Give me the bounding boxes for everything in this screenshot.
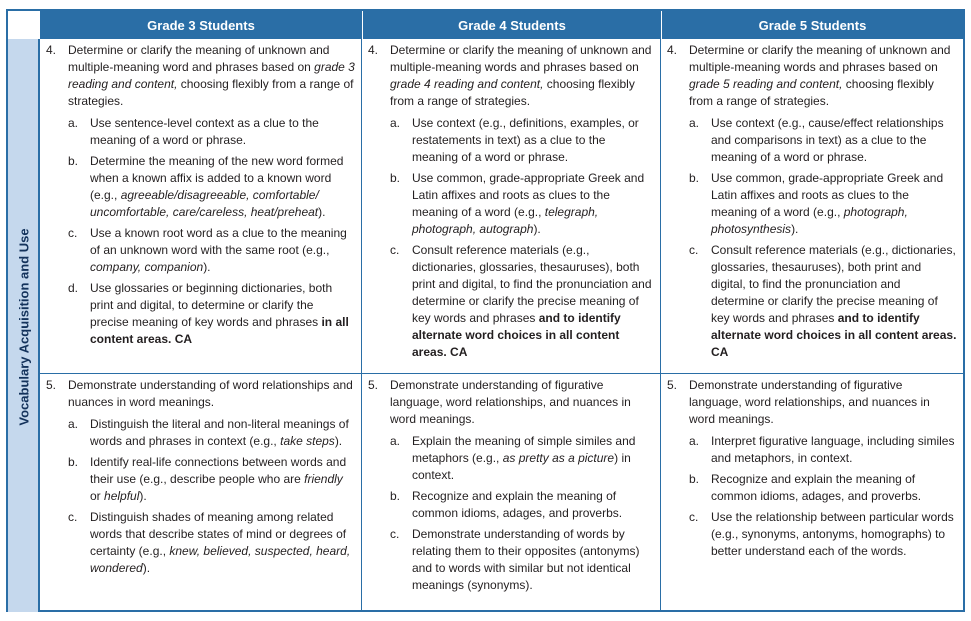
text-run: Demonstrate understanding of figurative language, word relationships, and nuances in word meanings.	[390, 378, 631, 426]
sub-item-text	[711, 170, 957, 238]
sub-item	[390, 433, 654, 484]
sub-item	[390, 526, 654, 594]
sub-item-text	[90, 454, 355, 505]
text-run: agreeable/disagreeable, comfortable/ uncomfortable, care/careless, heat/preheat	[90, 188, 319, 219]
header-grade-5: Grade 5 Students	[661, 11, 963, 39]
text-run: Consult reference materials (e.g., dictionaries, glossaries, thesauruses), both print and digital, to find the pronunciation and determine or clarify the precise meaning of key words and phrases	[412, 243, 652, 325]
standards-table	[6, 9, 965, 612]
sub-item	[68, 153, 355, 221]
sub-item-text	[412, 242, 654, 361]
standard-item	[46, 42, 355, 110]
text-run: ).	[142, 561, 151, 575]
text-run: Use the relationship between particular words (e.g., synonyms, antonyms, homographs) to better understand each of the words.	[711, 510, 954, 558]
text-run: friendly	[304, 472, 343, 486]
sub-item-letter: a.	[689, 116, 700, 130]
sub-item-letter: d.	[68, 281, 79, 295]
sub-item-letter: a.	[390, 116, 401, 130]
text-run: Consult reference materials (e.g., dictionaries, glossaries, thesauruses), both print and digital, to find the pronunciation and determine or clarify the precise meaning of key words and phrases	[711, 243, 956, 325]
sub-item-letter: a.	[68, 116, 79, 130]
sub-item	[68, 509, 355, 577]
standard-number: 4.	[46, 43, 57, 57]
text-run: Recognize and explain the meaning of common idioms, adages, and proverbs.	[711, 472, 922, 503]
standard-number: 4.	[368, 43, 379, 57]
sub-item-text	[711, 242, 957, 361]
cell-grade3-standard5	[40, 374, 361, 612]
cell-grade4-standard5	[362, 374, 660, 612]
cell-grade5-standard4	[661, 39, 963, 373]
text-run: Determine or clarify the meaning of unknown and multiple-meaning word and phrases based on	[68, 43, 330, 74]
text-run: Use glossaries or beginning dictionaries, both print and digital, to determine or clarify the precise meaning of key words and phrases	[90, 281, 333, 329]
sub-item-letter: b.	[68, 455, 79, 469]
sub-item-text	[412, 433, 654, 484]
text-run: Demonstrate understanding of words by relating them to their opposites (antonyms) and to words with similar but not identical meanings (synonyms).	[412, 527, 640, 592]
text-run: Identify real-life connections between words and their use (e.g., describe people who are	[90, 455, 347, 486]
sub-item-text	[90, 153, 355, 221]
sub-item-text	[412, 488, 654, 522]
standard-item	[667, 42, 957, 110]
text-run: grade 3 reading and content,	[68, 60, 355, 91]
text-run: ).	[139, 489, 147, 503]
standard-text	[68, 42, 355, 110]
text-run: ) in context.	[412, 451, 631, 482]
sub-item-letter: b.	[390, 489, 401, 503]
text-run: telegraph, photograph, autograph	[412, 205, 599, 236]
standard-item	[667, 377, 957, 428]
sub-item	[689, 433, 957, 467]
standard-text	[68, 377, 355, 411]
text-run: grade 4 reading and content,	[390, 77, 544, 91]
text-run: Explain the meaning of simple similes and metaphors (e.g.,	[412, 434, 636, 465]
text-run: Use common, grade-appropriate Greek and Latin affixes and roots as clues to the meaning of a word (e.g.,	[412, 171, 645, 219]
sub-item-text	[711, 115, 957, 166]
text-run: choosing flexibly from a range of strategies.	[390, 77, 635, 108]
sub-item-text	[90, 509, 355, 577]
sub-item	[689, 242, 957, 361]
sub-item-text	[711, 509, 957, 560]
sub-item-letter: a.	[390, 434, 401, 448]
text-run: ).	[533, 222, 541, 236]
text-run: or	[90, 489, 105, 503]
text-run: ).	[318, 205, 326, 219]
sub-item	[689, 509, 957, 560]
text-run: Use context (e.g., definitions, examples, or restatements in text) as a clue to the meaning of a word or phrase.	[412, 116, 639, 164]
text-run: take steps	[280, 434, 335, 448]
standard-text	[689, 42, 957, 110]
standard-number: 5.	[368, 378, 379, 392]
text-run: Determine the meaning of the new word formed when a known affix is added to a known word (e.g.,	[90, 154, 344, 202]
standard-number: 5.	[667, 378, 678, 392]
row-label-column	[8, 39, 40, 612]
sub-item-letter: c.	[689, 243, 699, 257]
sub-item	[68, 280, 355, 348]
text-run: helpful	[104, 489, 140, 503]
text-run: Distinguish shades of meaning among related words that describe states of mind or degrees of certainty (e.g.,	[90, 510, 347, 558]
text-run: Use sentence-level context as a clue to the meaning of a word or phrase.	[90, 116, 319, 147]
sub-item	[390, 488, 654, 522]
text-run: Interpret figurative language, including similes and metaphors, in context.	[711, 434, 955, 465]
text-run: in all content areas. CA	[90, 315, 349, 346]
text-run: and to identify alternate word choices in all content areas. CA	[711, 311, 957, 359]
standard-number: 5.	[46, 378, 57, 392]
text-run: Use context (e.g., cause/effect relationships and comparisons in text) as a clue to the meaning of a word or phrase.	[711, 116, 944, 164]
sub-item-letter: c.	[390, 527, 400, 541]
sub-item	[390, 242, 654, 361]
sub-item-letter: c.	[689, 510, 699, 524]
sub-item	[68, 225, 355, 276]
sub-item-text	[90, 416, 355, 450]
sub-item-letter: c.	[68, 226, 78, 240]
text-run: Demonstrate understanding of figurative language, word relationships, and nuances in word meanings.	[689, 378, 930, 426]
sub-item	[390, 115, 654, 166]
header-grade-4: Grade 4 Students	[362, 11, 661, 39]
sub-item-text	[90, 225, 355, 276]
standard-text	[689, 377, 957, 428]
sub-item-text	[412, 526, 654, 594]
cell-grade5-standard5	[661, 374, 963, 612]
text-run: as pretty as a picture	[502, 451, 615, 465]
text-run: Determine or clarify the meaning of unknown and multiple-meaning words and phrases based on	[689, 43, 951, 74]
sub-item-letter: c.	[390, 243, 400, 257]
text-run: and to identify alternate word choices in all content areas. CA	[412, 311, 621, 359]
sub-item-letter: c.	[68, 510, 78, 524]
sub-item-text	[412, 170, 654, 238]
text-run: company, companion	[90, 260, 204, 274]
standard-item	[46, 377, 355, 411]
cell-grade3-standard4	[40, 39, 361, 373]
standard-text	[390, 377, 654, 428]
row-label: Vocabulary Acquisition and Use	[16, 228, 32, 426]
text-run: ).	[203, 260, 211, 274]
sub-item-text	[90, 115, 355, 149]
sub-item-text	[412, 115, 654, 166]
sub-item	[689, 170, 957, 238]
sub-item	[390, 170, 654, 238]
text-run: knew, believed, suspected, heard, wondered	[90, 544, 351, 575]
text-run: choosing flexibly from a range of strategies.	[689, 77, 934, 108]
text-run: Use common, grade-appropriate Greek and Latin affixes and roots as clues to the meaning of a word (e.g.,	[711, 171, 944, 219]
text-run: Demonstrate understanding of word relationships and nuances in word meanings.	[68, 378, 353, 409]
sub-item	[68, 416, 355, 450]
sub-item-letter: b.	[68, 154, 79, 168]
text-run: grade 5 reading and content,	[689, 77, 843, 91]
standard-item	[368, 377, 654, 428]
text-run: Use a known root word as a clue to the meaning of an unknown word with the same root (e.g.,	[90, 226, 347, 257]
standard-text	[390, 42, 654, 110]
sub-item-text	[711, 471, 957, 505]
sub-item-letter: a.	[689, 434, 700, 448]
sub-item-text	[90, 280, 355, 348]
sub-item	[689, 115, 957, 166]
standard-number: 4.	[667, 43, 678, 57]
text-run: ).	[334, 434, 343, 448]
sub-item-letter: b.	[689, 472, 700, 486]
header-grade-3: Grade 3 Students	[40, 11, 362, 39]
text-run: photograph, photosynthesis	[711, 205, 908, 236]
sub-item	[68, 454, 355, 505]
text-run: ).	[791, 222, 799, 236]
sub-item	[68, 115, 355, 149]
sub-item	[689, 471, 957, 505]
sub-item-letter: b.	[689, 171, 700, 185]
sub-item-text	[711, 433, 957, 467]
cell-grade4-standard4	[362, 39, 660, 373]
text-run: choosing flexibly from a range of strategies.	[68, 77, 354, 108]
text-run: Recognize and explain the meaning of common idioms, adages, and proverbs.	[412, 489, 623, 520]
sub-item-letter: b.	[390, 171, 401, 185]
text-run: Distinguish the literal and non-literal meanings of words and phrases in context (e.g.,	[90, 417, 349, 448]
sub-item-letter: a.	[68, 417, 79, 431]
text-run: Determine or clarify the meaning of unknown and multiple-meaning words and phrases based on	[390, 43, 652, 74]
standard-item	[368, 42, 654, 110]
